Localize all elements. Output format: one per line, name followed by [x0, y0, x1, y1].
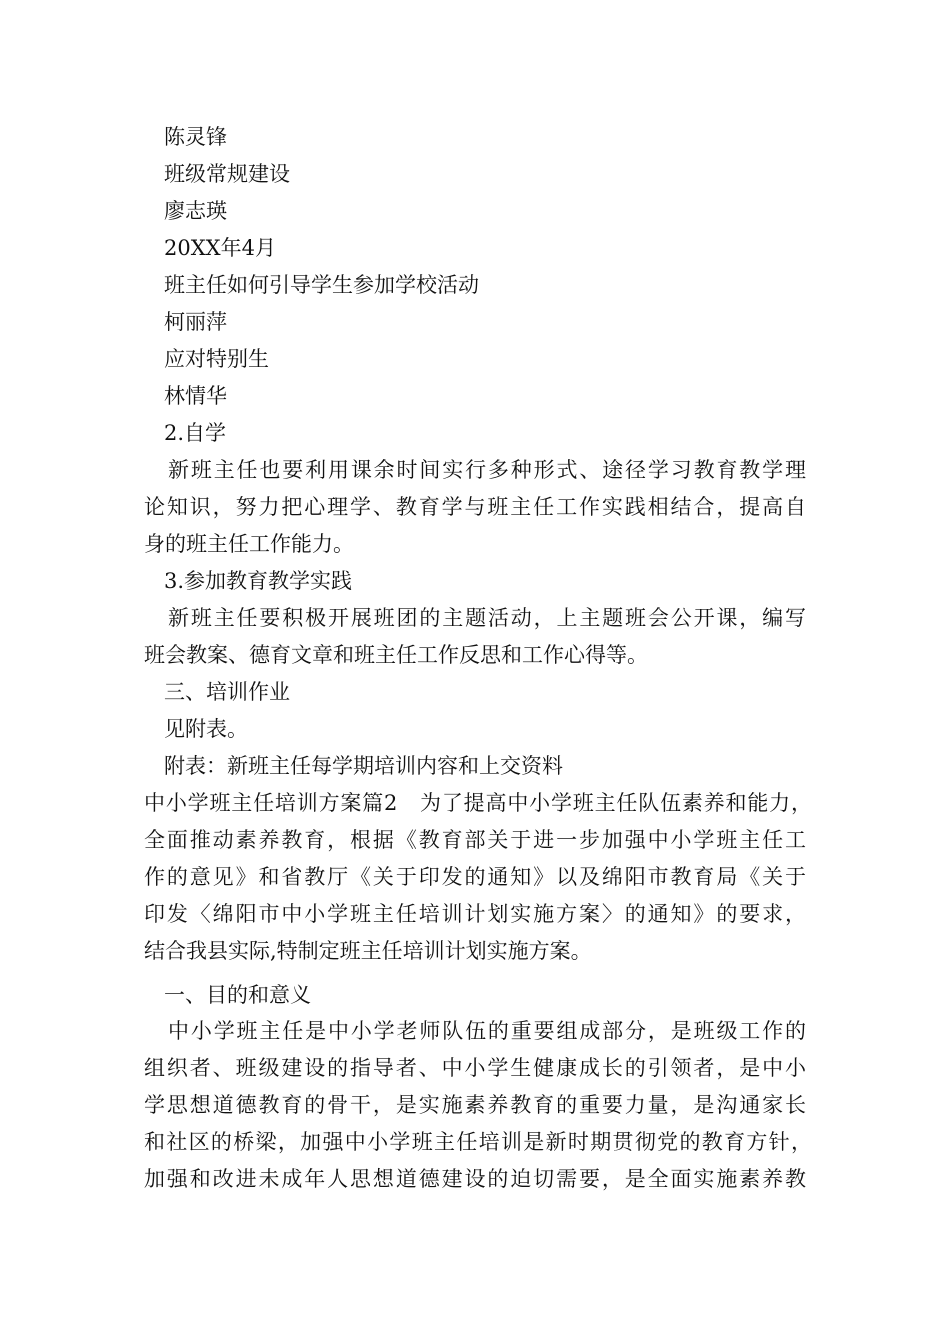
paragraph-line: 论知识，努力把心理学、教育学与班主任工作实践相结合，提高自 [144, 495, 806, 519]
paragraph-line: 中小学班主任培训方案篇2 为了提高中小学班主任队伍素养和能力， [144, 791, 812, 815]
text-line: 班主任如何引导学生参加学校活动 [164, 273, 479, 297]
section-heading: 三、培训作业 [164, 680, 290, 704]
text-line: 班级常规建设 [164, 162, 290, 186]
paragraph-line: 新班主任要积极开展班团的主题活动，上主题班会公开课，编写 [168, 606, 806, 630]
paragraph-line: 印发〈绵阳市中小学班主任培训计划实施方案〉的通知》的要求， [144, 902, 806, 926]
text-line: 附表：新班主任每学期培训内容和上交资料 [164, 754, 563, 778]
paragraph-line: 作的意见》和省教厅《关于印发的通知》以及绵阳市教育局《关于 [144, 865, 806, 889]
section-heading: 2.自学 [164, 421, 227, 445]
text-line: 林情华 [164, 384, 227, 408]
paragraph-line: 结合我县实际,特制定班主任培训计划实施方案。 [144, 939, 592, 963]
text-line: 见附表。 [164, 717, 248, 741]
section-heading: 3.参加教育教学实践 [164, 569, 353, 593]
paragraph-line: 新班主任也要利用课余时间实行多种形式、途径学习教育教学理 [168, 458, 806, 482]
text-line: 柯丽萍 [164, 310, 227, 334]
paragraph-line: 加强和改进未成年人思想道德建设的迫切需要，是全面实施素养教 [144, 1167, 806, 1191]
paragraph-line: 组织者、班级建设的指导者、中小学生健康成长的引领者，是中小 [144, 1056, 806, 1080]
paragraph-line: 身的班主任工作能力。 [144, 532, 354, 556]
text-line: 陈灵锋 [164, 125, 227, 149]
text-line: 廖志瑛 [164, 199, 227, 223]
text-line: 应对特别生 [164, 347, 269, 371]
text-line: 20XX年4月 [164, 236, 276, 260]
section-heading: 一、目的和意义 [164, 983, 311, 1007]
paragraph-line: 中小学班主任是中小学老师队伍的重要组成部分，是班级工作的 [168, 1019, 806, 1043]
paragraph-line: 和社区的桥梁，加强中小学班主任培训是新时期贯彻党的教育方针， [144, 1130, 812, 1154]
paragraph-line: 班会教案、德育文章和班主任工作反思和工作心得等。 [144, 643, 648, 667]
paragraph-line: 全面推动素养教育，根据《教育部关于进一步加强中小学班主任工 [144, 828, 806, 852]
paragraph-line: 学思想道德教育的骨干，是实施素养教育的重要力量，是沟通家长 [144, 1093, 806, 1117]
